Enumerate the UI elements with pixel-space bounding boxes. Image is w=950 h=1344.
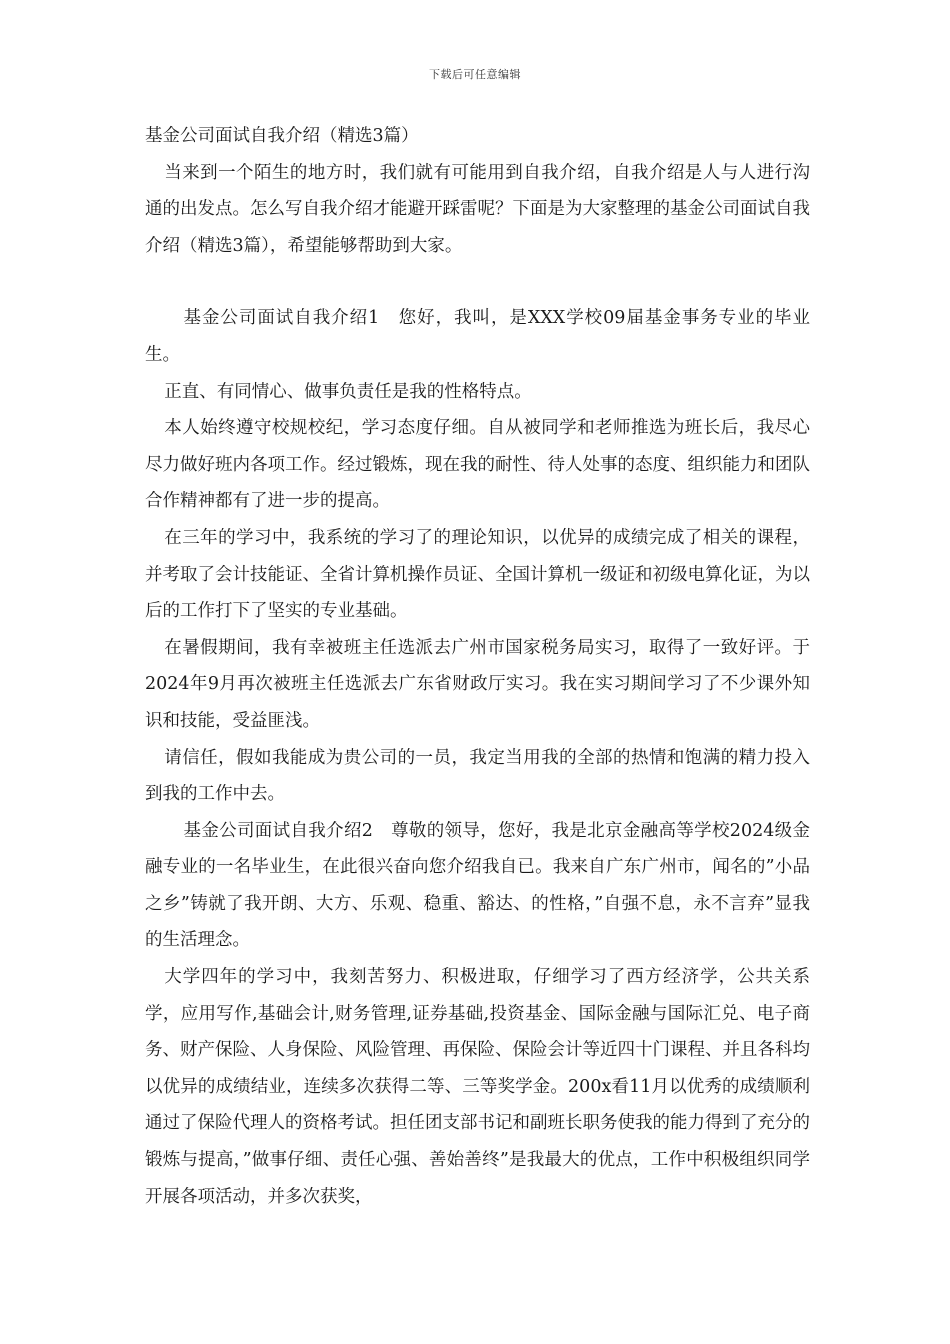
body-paragraph: 本人始终遵守校规校纪，学习态度仔细。自从被同学和老师推选为班长后，我尽心尽力做好班内各项工作。经过锻炼，现在我的耐性、待人处事的态度、组织能力和团队合作精神都有了进一步的提高。 (145, 418, 810, 512)
body-paragraph: 正直、有同情心、做事负责任是我的性格特点。 (164, 381, 532, 402)
intro-paragraph: 当来到一个陌生的地方时，我们就有可能用到自我介绍，自我介绍是人与人进行沟通的出发点。怎么写自我介绍才能避开踩雷呢？下面是为大家整理的基金公司面试自我介绍（精选3篇），希望能够帮助到大家。 (145, 162, 810, 256)
body-paragraph: 请信任，假如我能成为贵公司的一员，我定当用我的全部的热情和饱满的精力投入到我的工作中去。 (145, 747, 810, 805)
body-paragraph: 大学四年的学习中，我刻苦努力、积极进取，仔细学习了西方经济学，公共关系学，应用写作,基础会计,财务管理,证券基础,投资基金、国际金融与国际汇兑、电子商务、财产保险、人身保险、风险管理、再保险、保险会计等近四十门课程、并且各科均以优异的成绩结业，连续多次获得二等、三等奖学金。200x看11月以优秀的成绩顺利通过了保险代理人的资格考试。担任团支部书记和副班长职务使我的能力得到了充分的锻炼与提高，”做事仔细、责任心强、善始善终”是我最大的优点，工作中积极组织同学开展各项活动，并多次获奖， (145, 967, 810, 1207)
body-paragraph: 在三年的学习中，我系统的学习了的理论知识，以优异的成绩完成了相关的课程，并考取了会计技能证、全省计算机操作员证、全国计算机一级证和初级电算化证，为以后的工作打下了坚实的专业基础。 (145, 527, 810, 622)
document-body (145, 118, 810, 1215)
document-title: 基金公司面试自我介绍（精选3篇） (145, 126, 419, 146)
page-header: 下载后可任意编辑 (429, 68, 521, 81)
body-paragraph: 在暑假期间，我有幸被班主任选派去广州市国家税务局实习，取得了一致好评。于2024年9月再次被班主任选派去广东省财政厅实习。我在实习期间学习了不少课外知识和技能，受益匪浅。 (145, 637, 810, 731)
section-1-heading-paragraph: 基金公司面试自我介绍1 您好，我叫，是XXX学校09届基金事务专业的毕业生。 (145, 308, 810, 365)
section-2-heading-paragraph: 基金公司面试自我介绍2 尊敬的领导，您好，我是北京金融高等学校2024级金融专业的一名毕业生，在此很兴奋向您介绍我自已。我来自广东广州市，闻名的”小品之乡”铸就了我开朗、大方、乐观、稳重、豁达、的性格，”自强不息，永不言弃”显我的生活理念。 (145, 820, 810, 951)
